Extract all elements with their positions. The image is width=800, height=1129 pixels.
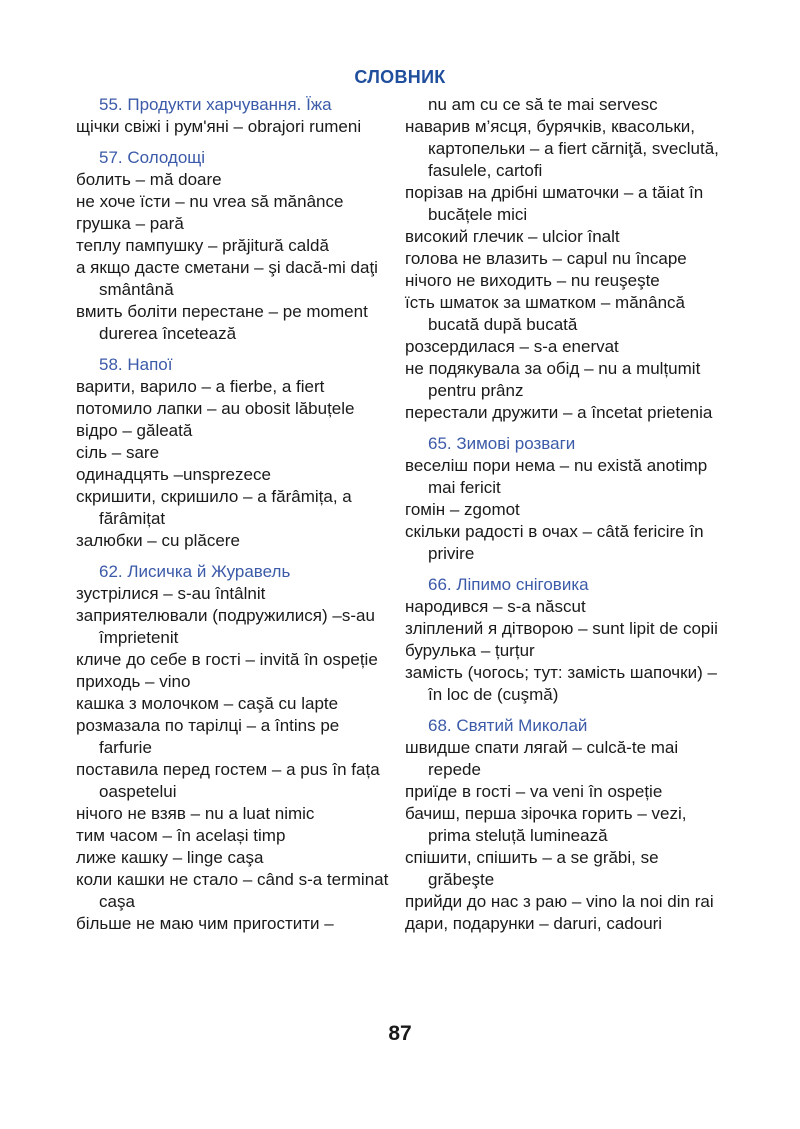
glossary-entry: вмить боліти перестане – pe moment durerea încetează [76, 302, 368, 343]
glossary-entry: нічого не виходить – nu reuşeşte [405, 271, 660, 290]
right-column [405, 94, 725, 935]
glossary-entry: потомило лапки – au obosit lăbuțele [76, 399, 355, 418]
glossary-entry: дари, подарунки – daruri, cadouri [405, 914, 663, 933]
glossary-entry: порізав на дрібні шматочки – a tăiat în bucățele mici [405, 183, 704, 224]
glossary-entry: веселіш пори нема – nu există anotimp mai fericit [405, 456, 708, 497]
glossary-entry: зліплений я дітворою – sunt lipit de copii [405, 619, 718, 638]
glossary-entry: народився – s-a născut [405, 597, 586, 616]
page-number: 87 [388, 1022, 412, 1045]
glossary-entry: бачиш, перша зірочка горить – vezi, prima steluță luminează [405, 804, 687, 845]
glossary-entry: замість (чогось; тут: замість шапочки) – în loc de (cuşmă) [405, 663, 717, 704]
glossary-entry: гомін – zgomot [405, 500, 520, 519]
glossary-entry: кличе до себе в гості – invită în ospeție [76, 650, 378, 669]
glossary-entry: заприятелювали (подружилися) –s-au împrietenit [76, 606, 375, 647]
glossary-entry: зустрілися – s-au întâlnit [76, 584, 266, 603]
glossary-entry: грушка – pară [76, 214, 184, 233]
glossary-entry: розсердилася – s-a enervat [405, 337, 619, 356]
glossary-entry: нічого не взяв – nu a luat nimic [76, 804, 315, 823]
section-heading: 62. Лисичка й Журавель [99, 562, 291, 581]
glossary-entry: залюбки – cu plăcere [76, 531, 240, 550]
glossary-entry: наварив м’ясця, бурячків, квасольки, картопельки – a fiert cărniţă, sveclută, fasulele, cartofi [405, 117, 719, 180]
glossary-entry: не хоче їсти – nu vrea să mănânce [76, 192, 344, 211]
glossary-entry: скільки радості в очах – câtă fericire în privire [405, 522, 704, 563]
glossary-entry: перестали дружити – a încetat prietenia [405, 403, 713, 422]
glossary-entry: скришити, скришило – a fărâmița, a fărâmițat [76, 487, 352, 528]
glossary-entry: спішити, спішить – a se grăbi, se grăbeşte [405, 848, 659, 889]
glossary-entry: приїде в гості – va veni în ospeție [405, 782, 663, 801]
glossary-entry: теплу пампушку – prăjitură caldă [76, 236, 329, 255]
glossary-entry: лиже кашку – linge caşa [76, 848, 264, 867]
glossary-entry: швидше спати лягай – culcă-te mai repede [405, 738, 679, 779]
glossary-entry: коли кашки не стало – când s-a terminat caşa [76, 870, 389, 911]
section-heading: 57. Солодощі [99, 148, 206, 167]
section-heading: 55. Продукти харчування. Їжа [99, 95, 332, 114]
section-heading: 66. Ліпимо сніговика [428, 575, 589, 594]
glossary-entry: одинадцять –unsprezece [76, 465, 271, 484]
page-title: СЛОВНИК [354, 67, 446, 87]
glossary-entry: кашка з молочком – caşă cu lapte [76, 694, 339, 713]
glossary-entry: щічки свіжі і рум'яні – obrajori rumeni [76, 117, 362, 136]
glossary-entry: голова не влазить – capul nu încape [405, 249, 687, 268]
glossary-entry: бурулька – țurțur [405, 641, 535, 660]
left-column [76, 94, 392, 935]
section-heading: 58. Напої [99, 355, 173, 374]
glossary-entry: високий глечик – ulcior înalt [405, 227, 620, 246]
glossary-entry: поставила перед гостем – a pus în fața oaspetelui [76, 760, 380, 801]
glossary-entry: приходь – vino [76, 672, 191, 691]
glossary-entry: а якщо дасте сметани – şi dacă-mi daţi smântână [76, 258, 378, 299]
glossary-entry: варити, варило – a fierbe, a fiert [76, 377, 325, 396]
glossary-entry-continuation: nu am cu ce să te mai servesc [428, 95, 658, 114]
glossary-entry: не подякувала за обід – nu a mulțumit pentru prânz [405, 359, 701, 400]
section-heading: 68. Святий Миколай [428, 716, 588, 735]
glossary-entry: сіль – sare [76, 443, 160, 462]
glossary-entry: їсть шматок за шматком – mănâncă bucată după bucată [405, 293, 685, 334]
glossary-entry: відро – găleată [76, 421, 193, 440]
glossary-entry: розмазала по тарілці – a întins pe farfurie [76, 716, 340, 757]
glossary-entry: більше не маю чим пригостити – [76, 914, 334, 933]
section-heading: 65. Зимові розваги [428, 434, 576, 453]
glossary-entry: прийди до нас з раю – vino la noi din rai [405, 892, 714, 911]
glossary-entry: тим часом – în același timp [76, 826, 286, 845]
glossary-entry: болить – mă doare [76, 170, 222, 189]
